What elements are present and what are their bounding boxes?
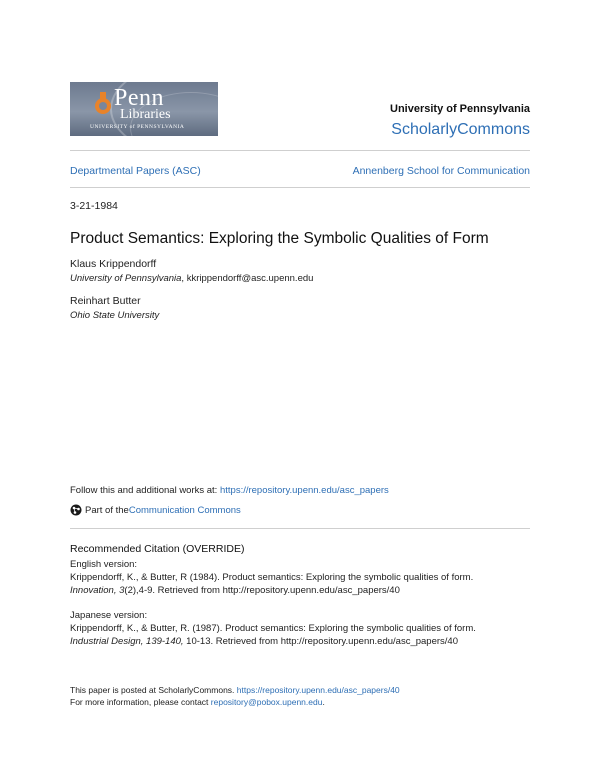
- author-name: Klaus Krippendorff: [70, 258, 157, 270]
- divider-nav: [70, 187, 530, 188]
- paper-title: Product Semantics: Exploring the Symbolic Qualities of Form: [70, 230, 489, 247]
- part-of-line: Part of the Communication Commons: [70, 504, 241, 516]
- japanese-citation-line2: Industrial Design, 139-140, 10-13. Retrieved from http://repository.upenn.edu/asc_papers/40: [70, 636, 458, 647]
- network-icon: [70, 504, 82, 516]
- author-affiliation: Ohio State University: [70, 310, 160, 321]
- paper-url-link[interactable]: https://repository.upenn.edu/asc_papers/40: [236, 685, 400, 695]
- author-affiliation: University of Pennsylvania, kkrippendorff@asc.upenn.edu: [70, 273, 314, 284]
- school-link[interactable]: Annenberg School for Communication: [352, 165, 530, 177]
- contact-email-link[interactable]: repository@pobox.upenn.edu: [210, 697, 323, 707]
- penn-emblem-icon: [92, 90, 114, 116]
- english-citation-line1: Krippendorff, K., & Butter, R (1984). Product semantics: Exploring the symbolic qualities of form.: [70, 572, 474, 583]
- publication-date: 3-21-1984: [70, 200, 118, 212]
- penn-libraries-logo[interactable]: [70, 82, 218, 136]
- author-email[interactable]: , kkrippendorff@asc.upenn.edu: [181, 273, 314, 284]
- communication-commons-link[interactable]: Communication Commons: [128, 504, 241, 516]
- university-name: University of Pennsylvania: [390, 103, 530, 115]
- logo-penn: Penn: [114, 85, 164, 111]
- posted-line: This paper is posted at ScholarlyCommons. https://repository.upenn.edu/asc_papers/40: [70, 685, 400, 695]
- logo-tagline: UNIVERSITY of PENNSYLVANIA: [90, 124, 185, 130]
- logo-libraries: Libraries: [120, 107, 171, 122]
- divider-citation: [70, 528, 530, 529]
- english-citation-line2: Innovation, 3(2),4-9. Retrieved from http://repository.upenn.edu/asc_papers/40: [70, 585, 400, 596]
- english-label: English version:: [70, 559, 138, 570]
- scholarly-commons-link[interactable]: ScholarlyCommons: [391, 121, 530, 138]
- citation-heading: Recommended Citation (OVERRIDE): [70, 543, 245, 555]
- department-link[interactable]: Departmental Papers (ASC): [70, 165, 201, 177]
- japanese-label: Japanese version:: [70, 610, 148, 621]
- author-name: Reinhart Butter: [70, 295, 141, 307]
- contact-line: For more information, please contact repository@pobox.upenn.edu.: [70, 697, 325, 707]
- collection-link[interactable]: https://repository.upenn.edu/asc_papers: [219, 485, 389, 496]
- divider-top: [70, 150, 530, 151]
- follow-line: Follow this and additional works at: https://repository.upenn.edu/asc_papers: [70, 485, 389, 496]
- japanese-citation-line1: Krippendorff, K., & Butter, R. (1987). Product semantics: Exploring the symbolic qualities of form.: [70, 623, 476, 634]
